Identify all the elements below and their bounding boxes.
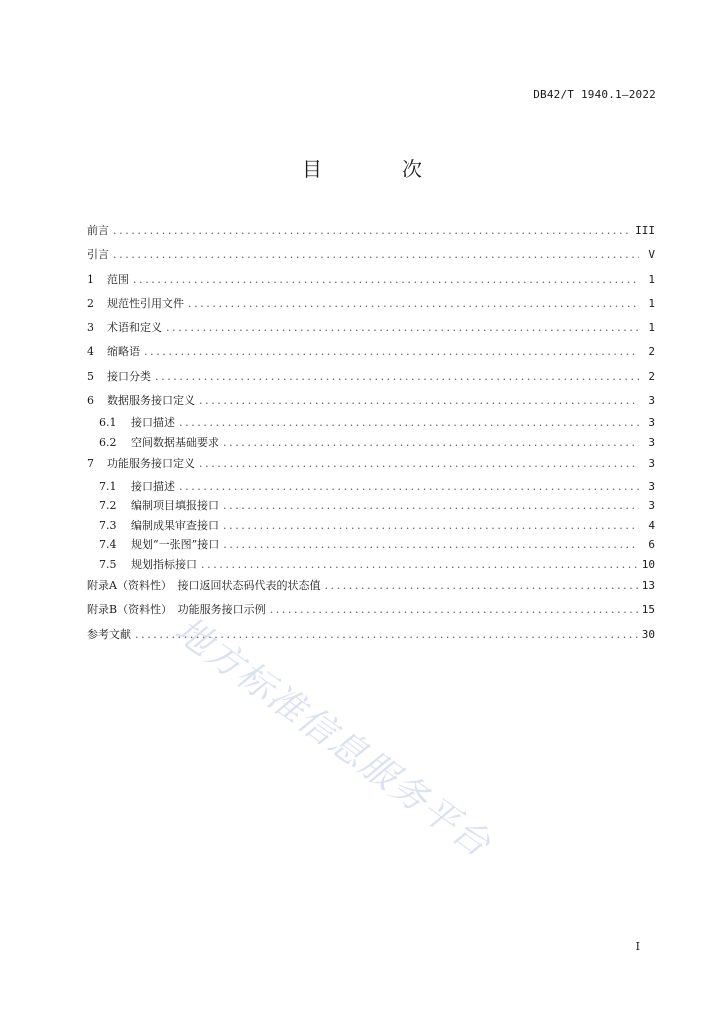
toc-entry-number: 7.4 xyxy=(99,538,117,552)
toc-entry-label: 空间数据基础要求 xyxy=(131,435,219,449)
toc-entry-data-service-interface[interactable] xyxy=(87,389,655,413)
toc-entry-7-3[interactable] xyxy=(87,516,655,536)
toc-leader-dots xyxy=(166,316,639,340)
toc-entry-page: 4 xyxy=(648,518,655,532)
toc-entry-label: 数据服务接口定义 xyxy=(107,394,195,408)
toc-leader-dots xyxy=(223,433,639,453)
toc-entry-number: 5 xyxy=(87,369,94,383)
toc-leader-dots xyxy=(133,268,639,292)
toc-entry-label: 引言 xyxy=(87,248,109,262)
toc-entry-label: 规划“一张图”接口 xyxy=(131,538,220,552)
toc-leader-dots xyxy=(179,477,639,497)
toc-entry-page: 10 xyxy=(641,557,655,571)
toc-entry-number: 4 xyxy=(87,345,94,359)
toc-entry-foreword[interactable] xyxy=(87,219,655,243)
toc-entry-page: 3 xyxy=(648,479,655,493)
toc-leader-dots xyxy=(199,389,639,413)
toc-entry-page: 2 xyxy=(648,345,655,359)
toc-leader-dots xyxy=(113,219,631,243)
toc-leader-dots xyxy=(188,292,639,316)
toc-entry-label: 附录A（资料性） 接口返回状态码代表的状态值 xyxy=(87,579,321,593)
toc-entry-label: 前言 xyxy=(87,224,109,237)
toc-entry-page: 3 xyxy=(648,457,655,471)
toc-entry-label: 编制成果审查接口 xyxy=(131,518,219,532)
toc-entry-number: 7 xyxy=(87,457,94,471)
toc-entry-number: 2 xyxy=(87,296,94,310)
watermark: 地方标准信息服务平台 xyxy=(167,609,499,867)
toc-entry-label: 规范性引用文件 xyxy=(107,296,184,310)
toc-entry-label: 附录B（资料性） 功能服务接口示例 xyxy=(87,603,266,617)
toc-entry-page: 3 xyxy=(648,435,655,449)
toc-entry-label: 编制项目填报接口 xyxy=(131,499,219,513)
toc-entry-page: 15 xyxy=(641,603,655,617)
toc-entry-terms[interactable] xyxy=(87,316,655,340)
toc-entry-label: 缩略语 xyxy=(107,345,140,359)
toc-leader-dots xyxy=(223,496,639,516)
toc-entry-6-2[interactable] xyxy=(87,433,655,453)
document-code: DB42/T 1940.1—2022 xyxy=(533,88,656,101)
toc-entry-page: 13 xyxy=(641,579,655,593)
toc-entry-page: III xyxy=(635,224,655,237)
toc-entry-page: 6 xyxy=(648,538,655,552)
toc-entry-label: 范围 xyxy=(107,272,129,286)
toc-leader-dots xyxy=(201,555,638,575)
toc-entry-number: 7.5 xyxy=(99,557,117,571)
toc-entry-introduction[interactable] xyxy=(87,243,655,267)
toc-entry-page: 30 xyxy=(641,627,655,641)
toc-entry-page: 3 xyxy=(648,394,655,408)
toc-leader-dots xyxy=(270,598,638,622)
toc-entry-page: 1 xyxy=(648,321,655,335)
toc-entry-number: 7.1 xyxy=(99,479,117,493)
toc-leader-dots xyxy=(199,452,639,476)
toc-leader-dots xyxy=(324,574,637,598)
toc-entry-label: 规划指标接口 xyxy=(131,557,197,571)
toc-entry-page: 2 xyxy=(648,369,655,383)
toc-entry-label: 参考文献 xyxy=(87,627,131,641)
toc-entry-7-4[interactable] xyxy=(87,535,655,555)
toc-entry-number: 1 xyxy=(87,272,94,286)
toc-leader-dots xyxy=(155,365,639,389)
toc-entry-label: 术语和定义 xyxy=(107,321,162,335)
toc-entry-abbreviations[interactable] xyxy=(87,340,655,364)
toc-entry-number: 6.1 xyxy=(99,416,117,430)
toc-leader-dots xyxy=(135,623,638,647)
toc-entry-number: 3 xyxy=(87,321,94,335)
toc-leader-dots xyxy=(113,243,639,267)
toc-leader-dots xyxy=(223,516,639,536)
toc-entry-number: 6.2 xyxy=(99,435,117,449)
toc-entry-label: 功能服务接口定义 xyxy=(107,457,195,471)
toc-entry-appendix-b[interactable] xyxy=(87,598,655,622)
toc-entry-7-2[interactable] xyxy=(87,496,655,516)
toc-entry-7-5[interactable] xyxy=(87,555,655,575)
toc-entry-bibliography[interactable] xyxy=(87,623,655,647)
toc-entry-function-service-interface[interactable] xyxy=(87,452,655,476)
toc-leader-dots xyxy=(223,535,639,555)
toc-entry-label: 接口描述 xyxy=(131,416,175,430)
toc-entry-interface-classification[interactable] xyxy=(87,365,655,389)
toc-entry-number: 7.2 xyxy=(99,499,117,513)
toc-entry-normative-references[interactable] xyxy=(87,292,655,316)
toc-entry-page: 3 xyxy=(648,499,655,513)
table-of-contents xyxy=(87,219,655,647)
toc-entry-page: V xyxy=(648,248,655,262)
toc-entry-7-1[interactable] xyxy=(87,477,655,497)
toc-entry-page: 3 xyxy=(648,416,655,430)
toc-entry-label: 接口分类 xyxy=(107,369,151,383)
toc-leader-dots xyxy=(179,413,639,433)
toc-entry-scope[interactable] xyxy=(87,268,655,292)
toc-entry-label: 接口描述 xyxy=(131,479,175,493)
toc-entry-appendix-a[interactable] xyxy=(87,574,655,598)
toc-leader-dots xyxy=(144,340,639,364)
toc-entry-page: 1 xyxy=(648,296,655,310)
toc-entry-number: 7.3 xyxy=(99,518,117,532)
toc-entry-page: 1 xyxy=(648,272,655,286)
toc-entry-number: 6 xyxy=(87,394,94,408)
toc-entry-6-1[interactable] xyxy=(87,413,655,433)
page-number: I xyxy=(635,940,640,953)
page-title: 目 次 xyxy=(302,157,452,181)
